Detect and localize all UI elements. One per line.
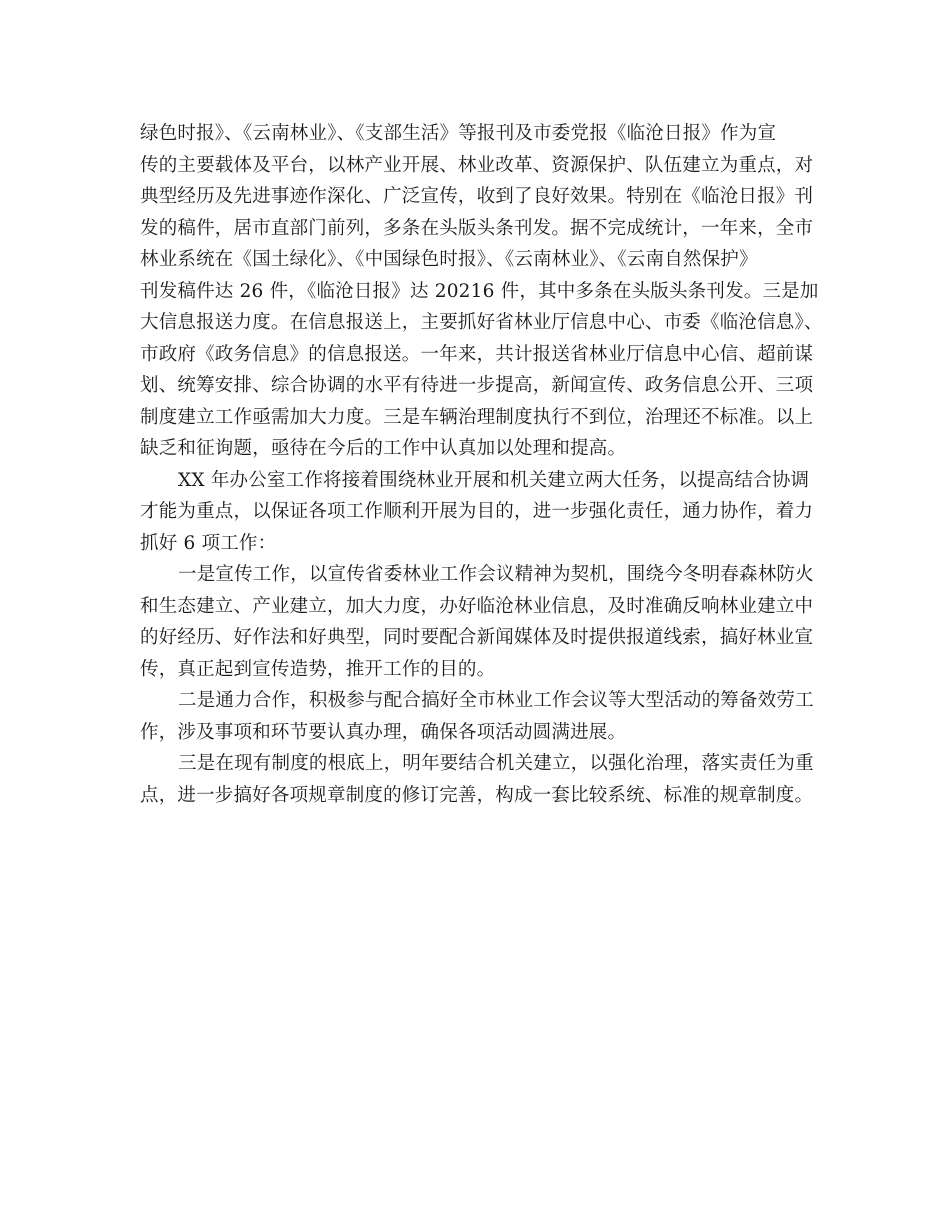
text-line: 的好经历、好作法和好典型，同时要配合新闻媒体及时提供报道线索，搞好林业宣	[140, 627, 814, 648]
text-line: 典型经历及先进事迹作深化、广泛宣传，收到了良好效果。特别在《临沧日报》刊	[140, 186, 814, 207]
text-line: 绿色时报》、《云南林业》、《支部生活》等报刊及市委党报《临沧日报》作为宣	[140, 123, 777, 144]
document-body	[140, 118, 823, 811]
text-line: 作，涉及事项和环节要认真办理，确保各项活动圆满进展。	[140, 721, 627, 743]
text-line: 和生态建立、产业建立，加大力度，办好临沧林业信息，及时准确反响林业建立中	[140, 595, 814, 617]
text-line: 划、统筹安排、综合协调的水平有待进一步提高，新闻宣传、政务信息公开、三项	[140, 375, 814, 396]
text-line: 传的主要载体及平台，以林产业开展、林业改革、资源保护、队伍建立为重点，对	[140, 154, 814, 176]
paragraph	[140, 465, 820, 560]
text-line: 刊发稿件达 26 件，《临沧日报》达 20216 件，其中多条在头版头条刊发。三是加	[140, 280, 819, 302]
text-line: 点，进一步搞好各项规章制度的修订完善，构成一套比较系统、标准的规章制度。	[140, 784, 814, 806]
text-line: 林业系统在《国土绿化》、《中国绿色时报》、《云南林业》、《云南自然保护》	[140, 249, 758, 270]
paragraph	[140, 685, 820, 748]
text-line: 传，真正起到宣传造势，推开工作的目的。	[140, 658, 496, 680]
text-line: 抓好 6 项工作：	[140, 532, 277, 554]
text-line: 大信息报送力度。在信息报送上，主要抓好省林业厅信息中心、市委《临沧信息》、	[140, 312, 823, 333]
text-line: 三是在现有制度的根底上，明年要结合机关建立，以强化治理，落实责任为重	[178, 753, 814, 774]
text-line: 缺乏和征询题，亟待在今后的工作中认真加以处理和提高。	[140, 438, 627, 459]
paragraph	[140, 748, 820, 811]
text-line: 市政府《政务信息》的信息报送。一年来，共计报送省林业厅信息中心信、超前谋	[140, 343, 814, 365]
text-line: 二是通力合作，积极参与配合搞好全市林业工作会议等大型活动的筹备效劳工	[178, 690, 814, 711]
text-line: XX 年办公室工作将接着围绕林业开展和机关建立两大任务，以提高结合协调	[178, 469, 810, 491]
text-line: 才能为重点，以保证各项工作顺利开展为目的，进一步强化责任，通力协作，着力	[140, 501, 814, 522]
paragraph	[140, 559, 820, 685]
text-line: 制度建立工作亟需加大力度。三是车辆治理制度执行不到位，治理还不标准。以上	[140, 406, 814, 428]
paragraph	[140, 118, 823, 465]
text-line: 发的稿件，居市直部门前列，多条在头版头条刊发。据不完成统计，一年来，全市	[140, 217, 814, 239]
text-line: 一是宣传工作，以宣传省委林业工作会议精神为契机，围绕今冬明春森林防火	[178, 564, 814, 585]
